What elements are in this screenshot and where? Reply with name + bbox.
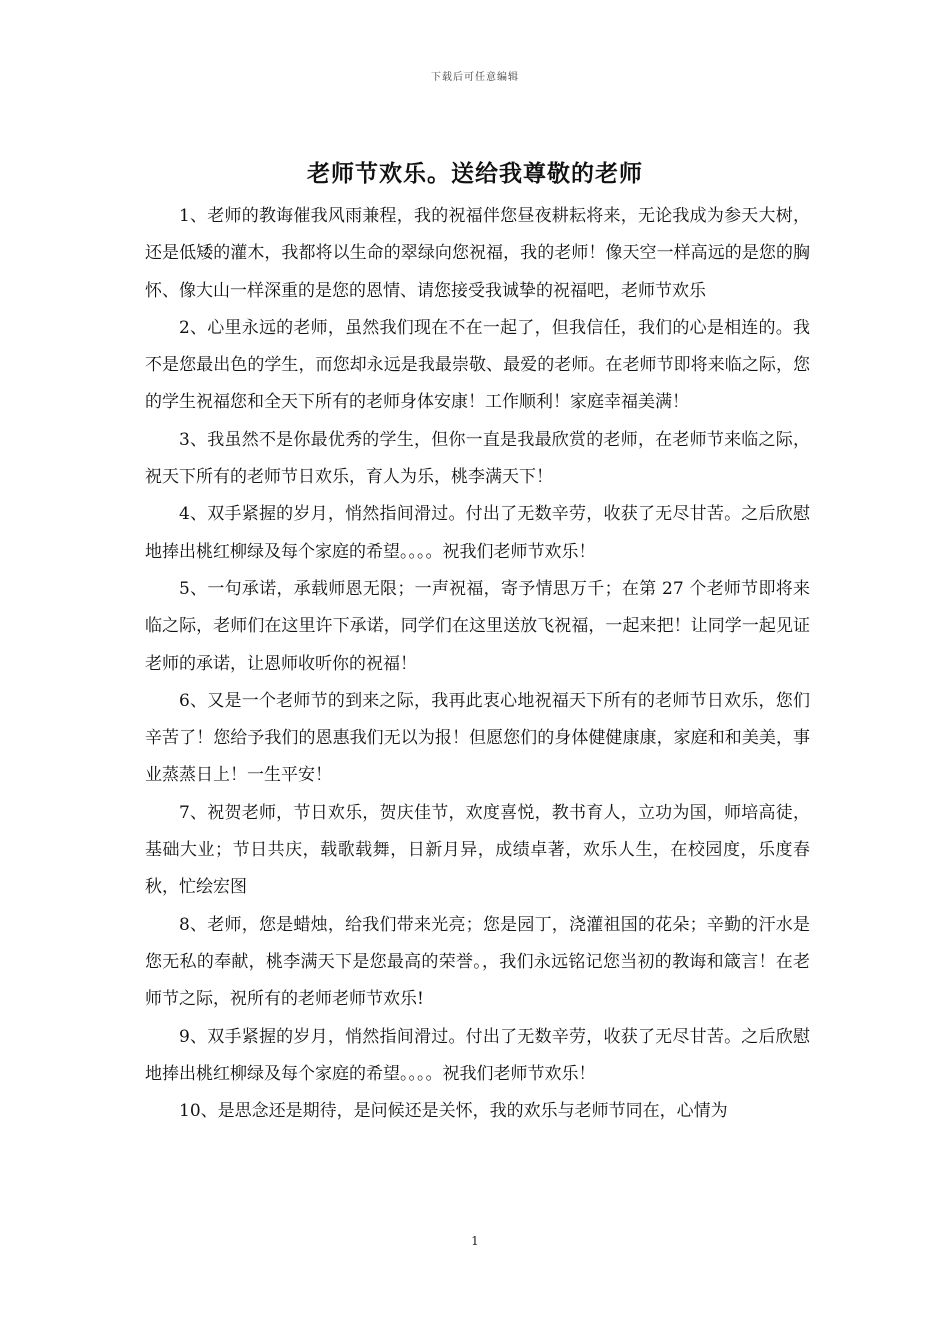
document-title: 老师节欢乐。送给我尊敬的老师 — [307, 160, 643, 187]
paragraph-10: 10、是思念还是期待，是问候还是关怀，我的欢乐与老师节同在，心情为 — [179, 1101, 728, 1122]
header-note: 下载后可任意编辑 — [431, 72, 519, 83]
paragraph-4: 4、双手紧握的岁月，悄然指间滑过。付出了无数辛劳，收获了无尽甘苦。之后欣慰地捧出桃红柳绿及每个家庭的希望。。。。祝我们老师节欢乐！ — [145, 504, 810, 562]
paragraph-8: 8、老师，您是蜡烛，给我们带来光亮；您是园丁，浇灌祖国的花朵；辛勤的汗水是您无私的奉献，桃李满天下是您最高的荣誉。，我们永远铭记您当初的教诲和箴言！在老师节之际，祝所有的老师老师节欢乐! — [145, 914, 810, 1010]
paragraph-6: 6、又是一个老师节的到来之际，我再此衷心地祝福天下所有的老师节日欢乐，您们辛苦了！您给予我们的恩惠我们无以为报！但愿您们的身体健健康康，家庭和和美美，事业蒸蒸日上！一生平安！ — [145, 690, 810, 786]
document-body — [145, 198, 810, 1130]
paragraph-5: 5、一句承诺，承载师恩无限；一声祝福，寄予情思万千；在第 27 个老师节即将来临之际，老师们在这里许下承诺，同学们在这里送放飞祝福，一起来把！让同学一起见证老师的承诺，让恩师收听你的祝福！ — [145, 578, 810, 674]
paragraph-1: 1、老师的教诲催我风雨兼程，我的祝福伴您昼夜耕耘将来，无论我成为参天大树，还是低矮的灌木，我都将以生命的翠绿向您祝福，我的老师！像天空一样高远的是您的胸怀、像大山一样深重的是您的恩情、请您接受我诚挚的祝福吧，老师节欢乐 — [145, 206, 810, 301]
paragraph-2: 2、心里永远的老师，虽然我们现在不在一起了，但我信任，我们的心是相连的。我不是您最出色的学生，而您却永远是我最崇敬、最爱的老师。在老师节即将来临之际，您的学生祝福您和全天下所有的老师身体安康！工作顺利！家庭幸福美满！ — [145, 317, 810, 413]
page-number: 1 — [471, 1234, 479, 1248]
paragraph-3: 3、我虽然不是你最优秀的学生，但你一直是我最欣赏的老师，在老师节来临之际，祝天下所有的老师节日欢乐，育人为乐，桃李满天下！ — [145, 429, 810, 488]
paragraph-7: 7、祝贺老师，节日欢乐，贺庆佳节，欢度喜悦，教书育人，立功为国，师培高徒，基础大业；节日共庆，载歌载舞，日新月异，成绩卓著，欢乐人生，在校园度，乐度春秋，忙绘宏图 — [145, 802, 810, 898]
paragraph-9: 9、双手紧握的岁月，悄然指间滑过。付出了无数辛劳，收获了无尽甘苦。之后欣慰地捧出桃红柳绿及每个家庭的希望。。。。祝我们老师节欢乐！ — [145, 1026, 810, 1084]
